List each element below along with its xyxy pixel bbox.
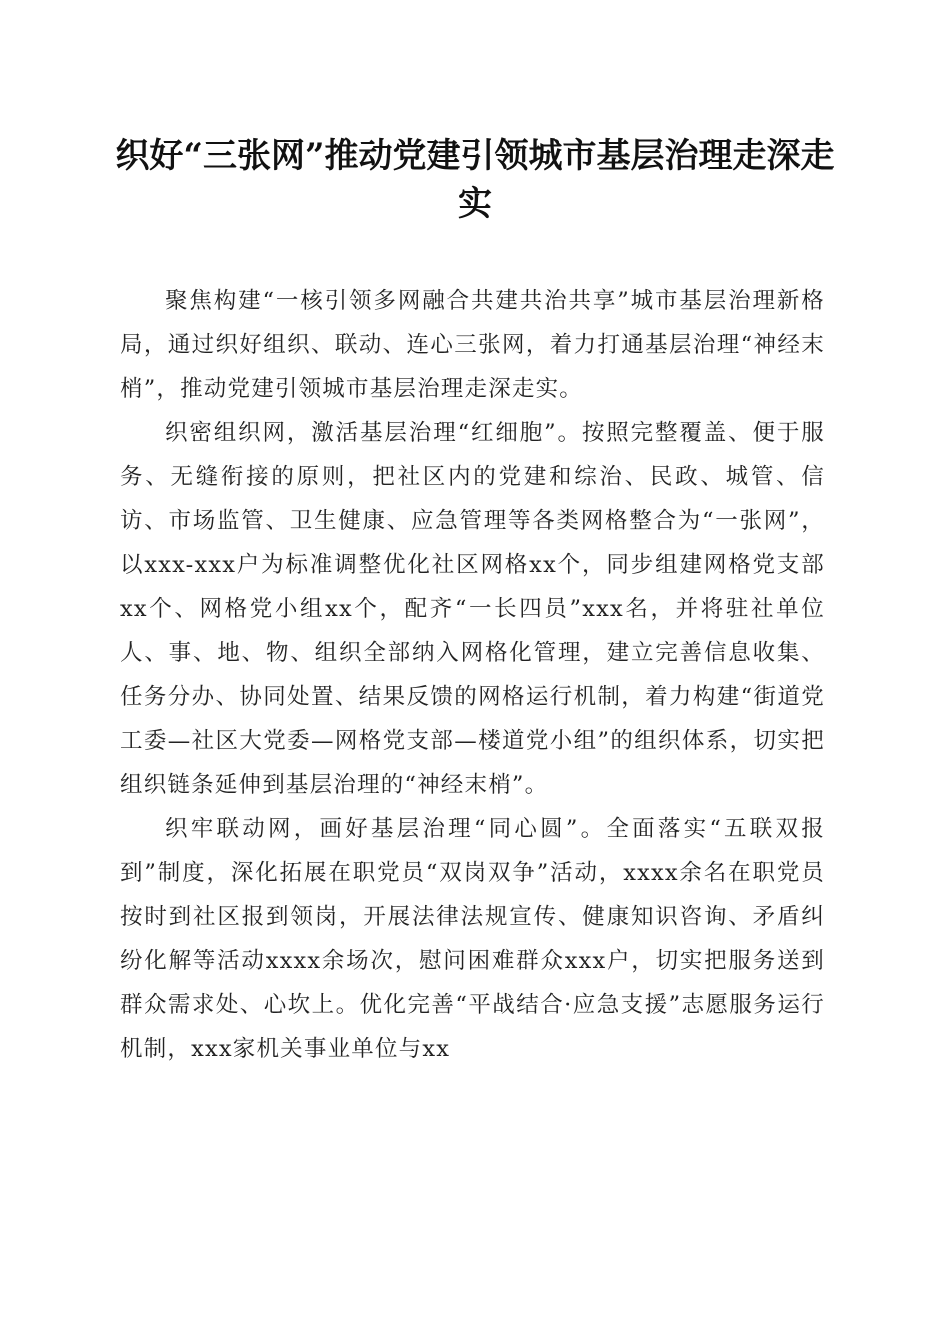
document-title: 织好“三张网”推动党建引领城市基层治理走深走实: [115, 136, 835, 224]
paragraph-organization-network: 织密组织网，激活基层治理“红细胞”。按照完整覆盖、便于服务、无缝衔接的原则，把社区内的党建和综治、民政、城管、信访、市场监管、卫生健康、应急管理等各类网格整合为“一张网”，以xxx-xxx户为标准调整优化社区网格xx个，同步组建网格党支部xx个、网格党小组xx个，配齐“一长四员”xxx名，并将驻社单位人、事、地、物、组织全部纳入网格化管理，建立完善信息收集、任务分办、协同处置、结果反馈的网格运行机制，着力构建“街道党工委—社区大党委—网格党支部—楼道党小组”的组织体系，切实把组织链条延伸到基层治理的“神经末梢”。: [120, 420, 825, 798]
paragraph-linkage-network: 织牢联动网，画好基层治理“同心圆”。全面落实“五联双报到”制度，深化拓展在职党员“双岗双争”活动，xxxx余名在职党员按时到社区报到领岗，开展法律法规宣传、健康知识咨询、矛盾纠纷化解等活动xxxx余场次，慰问困难群众xxx户，切实把服务送到群众需求处、心坎上。优化完善“平战结合·应急支援”志愿服务运行机制，xxx家机关事业单位与xx: [120, 816, 825, 1062]
paragraph-intro: 聚焦构建“一核引领多网融合共建共治共享”城市基层治理新格局，通过织好组织、联动、连心三张网，着力打通基层治理“神经末梢”，推动党建引领城市基层治理走深走实。: [120, 288, 825, 402]
document-body: [120, 279, 825, 1071]
